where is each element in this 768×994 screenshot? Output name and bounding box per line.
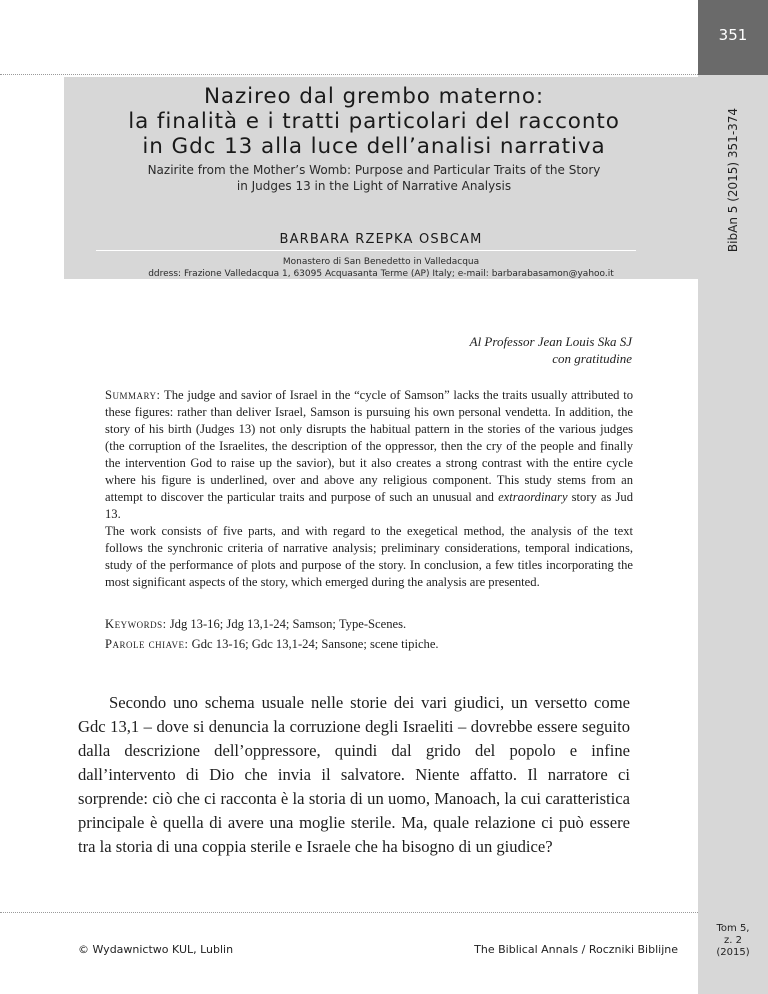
title-line: la finalità e i tratti particolari del racconto: [128, 109, 620, 134]
bottom-dotted-rule: [0, 912, 698, 913]
keywords-label: Keywords:: [105, 617, 167, 631]
journal-reference: BibAn 5 (2015) 351-374: [726, 107, 740, 253]
subtitle-line: Nazirite from the Mother’s Womb: Purpose and Particular Traits of the Story: [147, 163, 601, 177]
body-paragraph: Secondo uno schema usuale nelle storie dei vari giudici, un versetto come Gdc 13,1 – dove si denuncia la corruzione degli Israeliti – dovrebbe essere seguito dalla descrizione dell’oppressore, quindi dal grido del popolo e infine dall’intervento di Dio che invia il salvatore. Niente affatto. Il narratore ci sorprende: ciò che ci racconta è la storia di un uomo, Manoach, la cui caratteristica principale è quella di avere una moglie sterile. Ma, quale relazione ci può essere tra la storia di una coppia sterile e Israele che ha bisogno di un giudice?: [78, 693, 630, 856]
keywords: [105, 616, 633, 633]
issue-year: (2015): [716, 947, 750, 958]
subtitle-line: in Judges 13 in the Light of Narrative Analysis: [236, 179, 512, 193]
issue-number: z. 2: [724, 935, 742, 946]
dedication-line: con gratitudine: [552, 351, 632, 366]
dedication: [380, 333, 632, 367]
parole-chiave-text: Gdc 13-16; Gdc 13,1-24; Sansone; scene tipiche.: [188, 637, 439, 651]
footer-publisher: © Wydawnictwo KUL, Lublin: [78, 943, 234, 956]
abstract: [105, 387, 633, 591]
top-dotted-rule: [0, 74, 698, 75]
parole-chiave: [105, 636, 633, 653]
abstract-text: story as Jud 13.: [105, 490, 633, 521]
affiliation-line: ddress: Frazione Valledacqua 1, 63095 Acquasanta Terme (AP) Italy; e-mail: barbarabasamon@yahoo.it: [148, 269, 614, 279]
author-name: BARBARA RZEPKA OSBCAM: [279, 232, 483, 247]
author-divider: [96, 250, 636, 251]
abstract-text: The judge and savior of Israel in the “cycle of Samson” lacks the traits usually attributed to these figures: rather than deliver Israel, Samson is pursuing his own personal vendetta. In addition, the story of his birth (Judges 13) not only disrupts the habitual pattern in the stories of the various judges (the corruption of the Israelites, the description of the oppressor, then the cry of the people and finally the intervention God to raise up the savior), but it also creates a strong contrast with the entire cycle where his figure is underlined, over and above any religious component. This study stems from an attempt to discover the particular traits and purpose of such an unusual and: [105, 388, 633, 504]
english-subtitle: [64, 162, 684, 194]
page-number: 351: [718, 26, 748, 44]
title-line: Nazireo dal grembo materno:: [203, 84, 545, 109]
affiliation: [64, 256, 698, 280]
affiliation-line: Monastero di San Benedetto in Valledacqua: [282, 257, 480, 267]
abstract-label: Summary:: [105, 388, 161, 402]
issue-info: [698, 923, 768, 959]
body-text: [78, 691, 630, 859]
footer-journal: The Biblical Annals / Roczniki Biblijne: [474, 943, 678, 956]
abstract-paragraph: [105, 387, 633, 523]
abstract-emphasis: extraordinary: [498, 490, 568, 504]
title-line: in Gdc 13 alla luce dell’analisi narrativa: [142, 134, 606, 159]
abstract-paragraph-2: The work consists of five parts, and with regard to the exegetical method, the analysis of the text follows the synchronic criteria of narrative analysis; preliminary considerations, temporal indications, study of the performance of plots and purpose of the story. In conclusion, a few titles incorporating the most significant aspects of the story, which emerged during the analysis are presented.: [105, 524, 633, 589]
article-title: [64, 84, 684, 159]
issue-volume: Tom 5,: [716, 923, 750, 934]
keywords-text: Jdg 13-16; Jdg 13,1-24; Samson; Type-Scenes.: [166, 617, 407, 631]
parole-chiave-label: Parole chiave:: [105, 637, 189, 651]
dedication-line: Al Professor Jean Louis Ska SJ: [469, 334, 632, 349]
